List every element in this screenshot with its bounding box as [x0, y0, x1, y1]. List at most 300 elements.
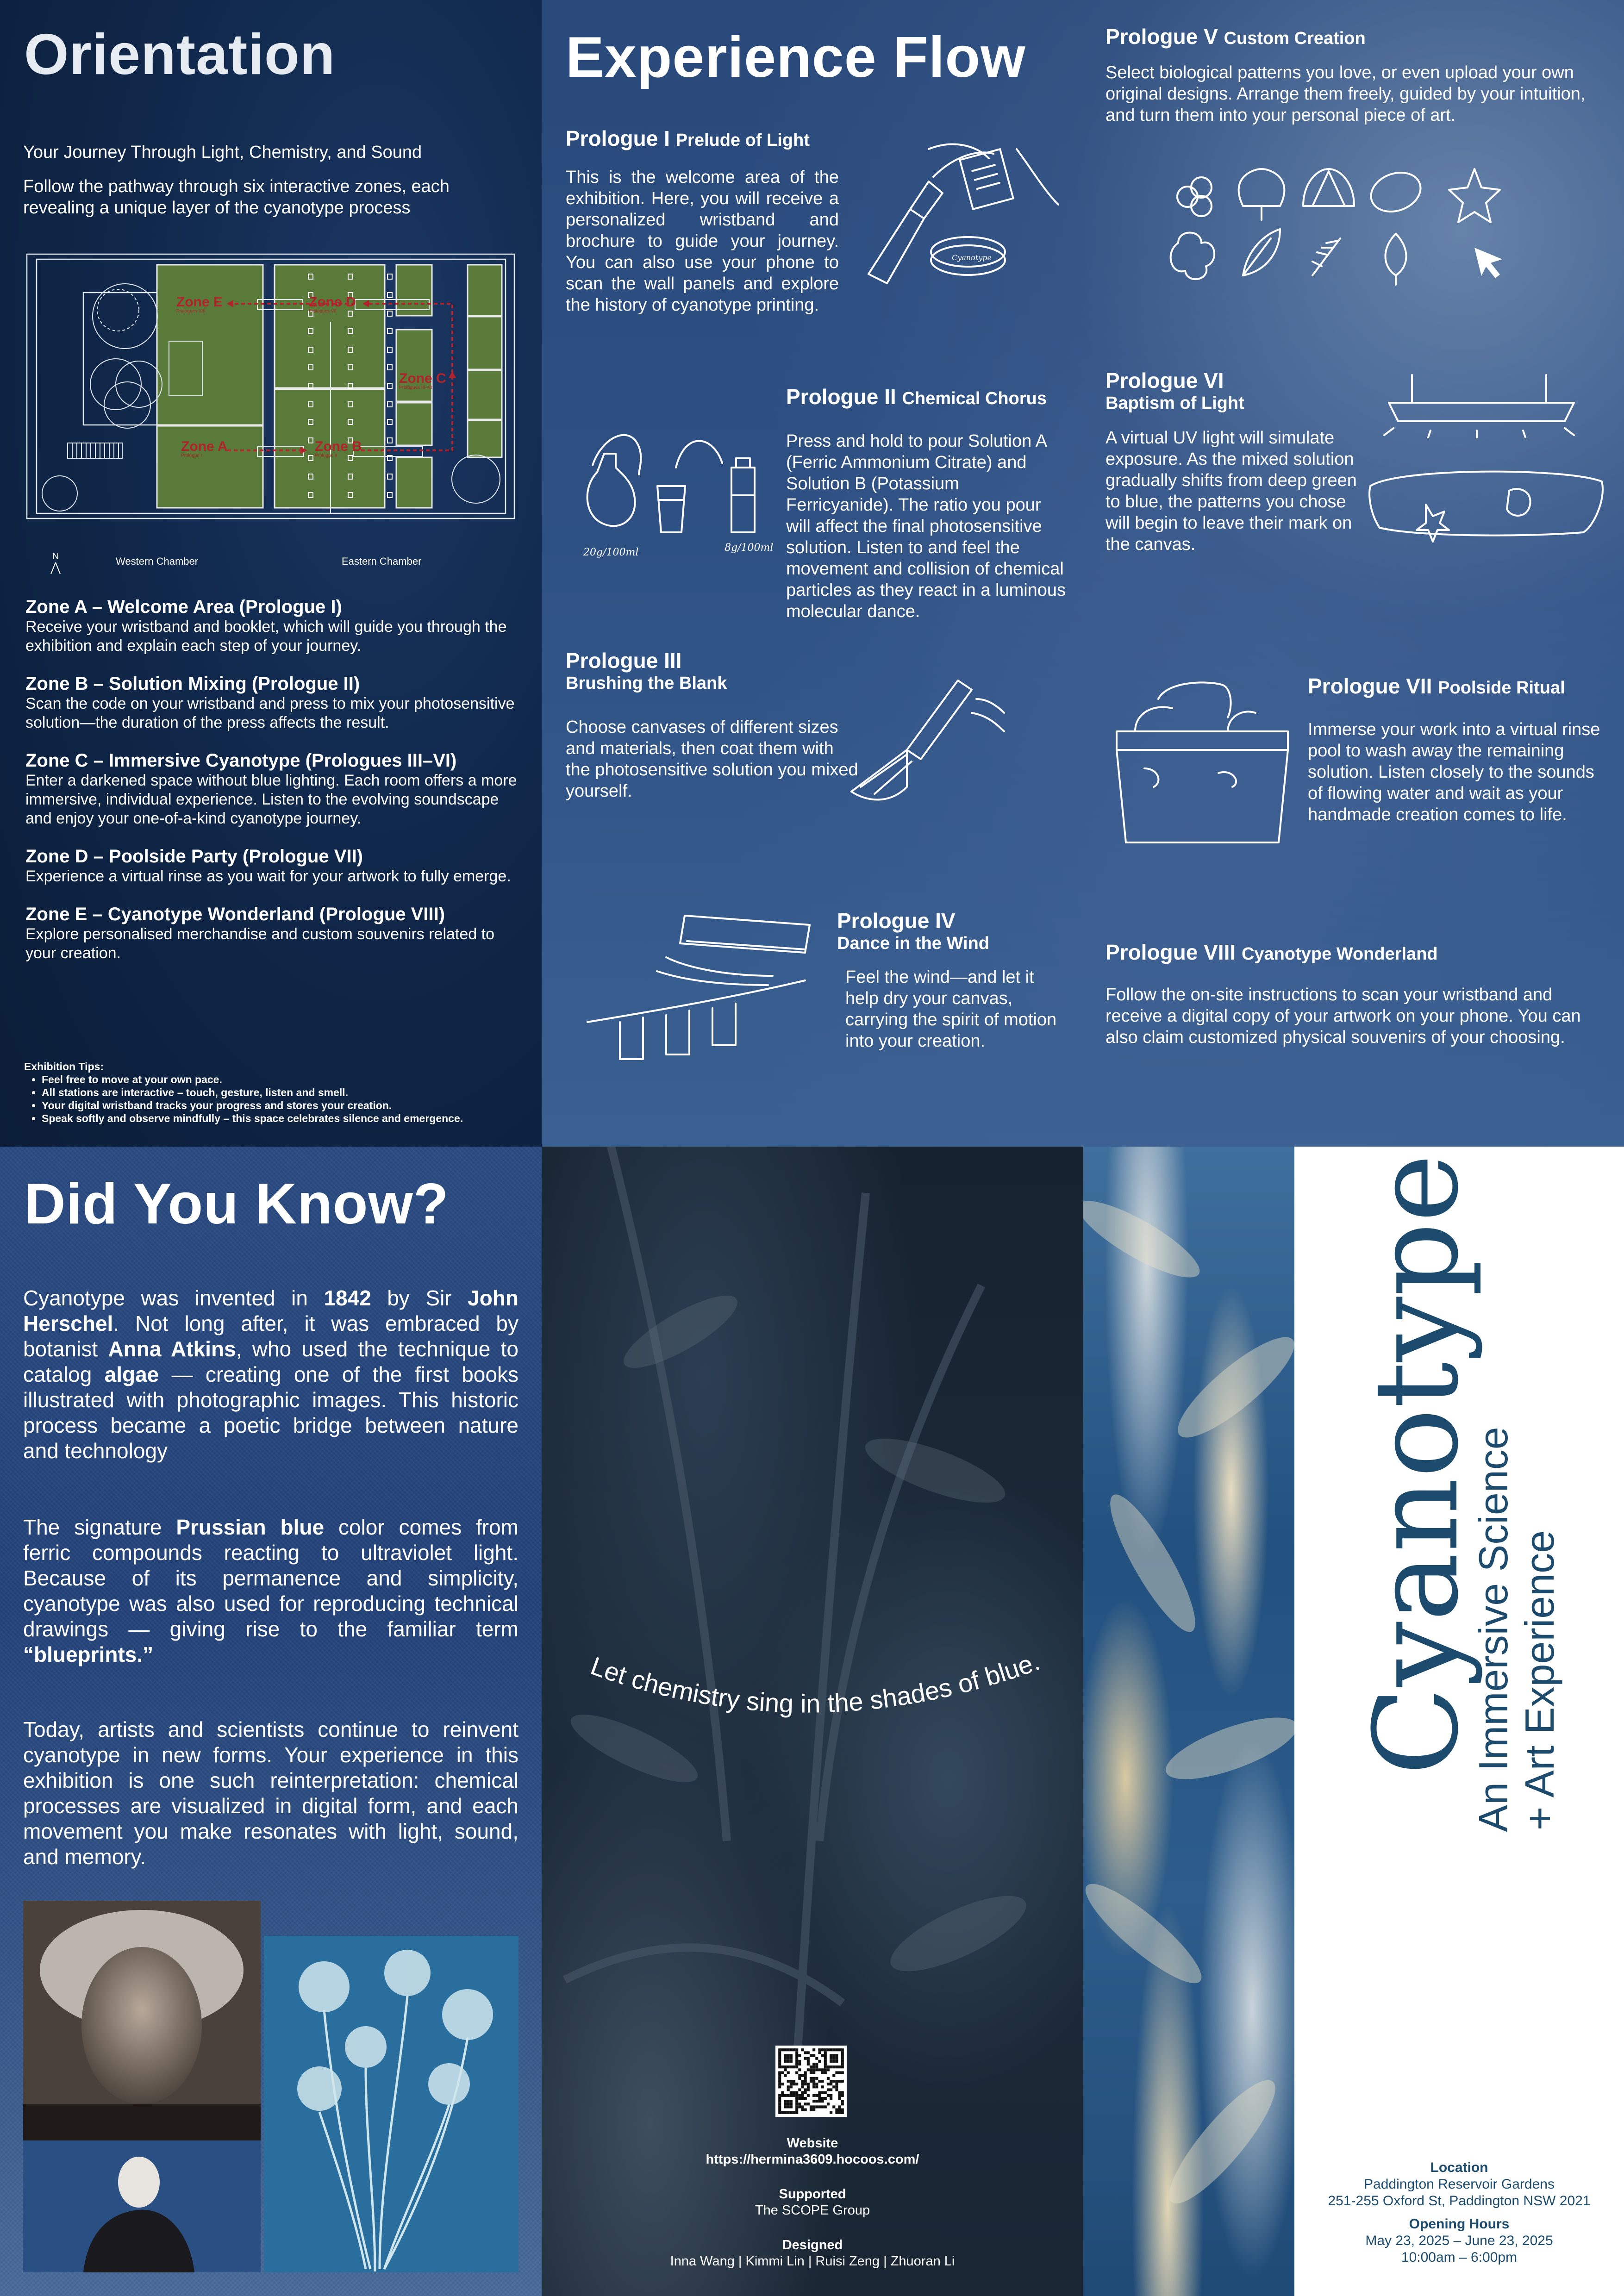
qr-module: [838, 2109, 841, 2111]
qr-module: [812, 2080, 815, 2083]
uv-light-sketch-icon: [1361, 370, 1611, 546]
qr-module: [821, 2100, 824, 2103]
bottle-b-label: 8g/100ml: [725, 542, 774, 554]
qr-module: [778, 2071, 781, 2074]
qr-module: [838, 2105, 841, 2108]
location-label: Location: [1430, 2160, 1488, 2175]
qr-module: [804, 2088, 807, 2091]
qr-module: [821, 2085, 824, 2088]
qr-module: [815, 2068, 818, 2071]
anna-atkins-portrait: [23, 2140, 261, 2272]
zone-b-label: Zone B: [315, 439, 362, 454]
qr-module: [804, 2074, 807, 2077]
qr-module: [790, 2060, 793, 2063]
qr-module: [787, 2080, 790, 2083]
qr-module: [812, 2071, 815, 2074]
qr-module: [798, 2103, 801, 2105]
floor-plan-map: [23, 250, 523, 574]
qr-module: [821, 2068, 824, 2071]
qr-module: [832, 2105, 835, 2108]
rinse-pool-sketch-icon: [1107, 667, 1297, 852]
did-you-know-paragraph: [23, 1717, 518, 1870]
qr-module: [818, 2060, 821, 2063]
qr-module: [790, 2085, 793, 2088]
room-zone-c-4: [396, 457, 432, 508]
prologue-number: Prologue VII: [1308, 674, 1432, 698]
tip-item: • All stations are interactive – touch, gesture, listen and smell.: [42, 1086, 533, 1099]
qr-module: [801, 2080, 804, 2083]
room-east-4: [468, 420, 502, 457]
qr-module: [807, 2057, 810, 2060]
prologue-name: Chemical Chorus: [902, 389, 1047, 408]
experience-flow-panel: [542, 0, 1624, 1147]
qr-code[interactable]: [775, 2046, 847, 2117]
qr-module: [838, 2065, 841, 2068]
qr-module: [815, 2085, 818, 2088]
credits: [542, 2135, 1083, 2270]
qr-module: [810, 2105, 812, 2108]
qr-module: [778, 2063, 781, 2065]
prologue-name: Brushing the Blank: [566, 674, 727, 693]
prologue-name: Cyanotype Wonderland: [1241, 944, 1438, 964]
paragraph-text: . Not long after, it was embraced by botanist: [23, 1311, 518, 1361]
qr-module: [793, 2111, 795, 2114]
qr-module: [801, 2105, 804, 2108]
qr-module: [815, 2094, 818, 2097]
cover-subtitle-1: An Immersive Science: [1470, 1427, 1516, 1832]
qr-module: [804, 2071, 807, 2074]
qr-module: [832, 2048, 835, 2051]
qr-module: [818, 2048, 821, 2051]
qr-module: [790, 2103, 793, 2105]
qr-module: [778, 2048, 781, 2051]
pillar-icon: [387, 438, 392, 443]
qr-module: [781, 2094, 784, 2097]
room-zone-d: [275, 265, 385, 388]
qr-module: [801, 2109, 804, 2111]
qr-module: [795, 2111, 798, 2114]
highlighted-term: Prussian blue: [176, 1515, 325, 1539]
qr-module: [832, 2057, 835, 2060]
john-herschel-portrait: [23, 1901, 261, 2140]
qr-module: [835, 2109, 838, 2111]
qr-module: [810, 2071, 812, 2074]
qr-module: [838, 2094, 841, 2097]
qr-module: [827, 2065, 830, 2068]
qr-module: [821, 2091, 824, 2094]
qr-module: [795, 2091, 798, 2094]
qr-module: [812, 2065, 815, 2068]
qr-module: [787, 2100, 790, 2103]
opening-hours-label: Opening Hours: [1409, 2216, 1510, 2232]
qr-module: [801, 2074, 804, 2077]
qr-module: [798, 2105, 801, 2108]
qr-module: [810, 2054, 812, 2057]
zone-a-label: Zone A: [181, 439, 228, 454]
qr-module: [798, 2068, 801, 2071]
qr-module: [787, 2085, 790, 2088]
prologue-text: Press and hold to pour Solution A (Ferric Ammonium Citrate) and Solution B (Potassium Ferricyanide). The ratio you pour will affect the final photosensitive solution. Listen to and feel the movement and collision of chemical particles as they react in a luminous molecular dance.: [786, 431, 1066, 621]
chemical-bottles-sketch-icon: [579, 421, 778, 560]
qr-module: [838, 2097, 841, 2100]
prologue-2: [786, 384, 1068, 622]
qr-module: [807, 2085, 810, 2088]
qr-module: [804, 2091, 807, 2094]
qr-module: [795, 2054, 798, 2057]
zone-title: Zone E – Cyanotype Wonderland (Prologue VIII): [25, 904, 445, 924]
pillar-icon: [387, 402, 392, 407]
prologue-number: Prologue III: [566, 649, 682, 673]
qr-module: [790, 2048, 793, 2051]
website-label: Website: [787, 2136, 838, 2151]
highlighted-term: algae: [104, 1362, 159, 1386]
qr-module: [795, 2105, 798, 2108]
qr-module: [841, 2054, 844, 2057]
zone-description: Experience a virtual rinse as you wait for your artwork to fully emerge.: [25, 867, 511, 885]
quote-text: Let chemistry sing in the shades of blue.: [587, 1646, 1043, 1718]
qr-module: [841, 2051, 844, 2054]
qr-module: [812, 2100, 815, 2103]
tree-icon: [116, 361, 162, 407]
prologue-text: Immerse your work into a virtual rinse pool to wash away the remaining solution. Listen closely to the sounds of flowing water and wait as your handmade creation comes to life.: [1308, 720, 1600, 824]
qr-module: [818, 2080, 821, 2083]
qr-module: [795, 2094, 798, 2097]
paragraph-text: The signature: [23, 1515, 176, 1539]
qr-module: [778, 2074, 781, 2077]
qr-module: [778, 2109, 781, 2111]
qr-module: [830, 2111, 832, 2114]
pillar-icon: [387, 311, 392, 316]
prologue-name: Dance in the Wind: [837, 934, 990, 953]
qr-module: [778, 2051, 781, 2054]
room-zone-a: [157, 426, 263, 508]
qr-module: [798, 2097, 801, 2100]
qr-module: [835, 2057, 838, 2060]
exhibition-tips: [24, 1060, 533, 1125]
qr-module: [818, 2097, 821, 2100]
qr-module: [801, 2097, 804, 2100]
qr-module: [790, 2083, 793, 2085]
qr-module: [778, 2080, 781, 2083]
qr-module: [795, 2083, 798, 2085]
qr-module: [801, 2085, 804, 2088]
room-zone-c-2: [396, 330, 432, 401]
prologue-text: A virtual UV light will simulate exposure. As the mixed solution gradually shifts from deep green to blue, the patterns you chose will begin to leave their mark on the canvas.: [1106, 428, 1357, 554]
qr-module: [841, 2071, 844, 2074]
pillar-icon: [387, 493, 392, 498]
did-you-know-paragraph: [23, 1515, 518, 1667]
qr-module: [807, 2063, 810, 2065]
designers: Inna Wang | Kimmi Lin | Ruisi Zeng | Zhuoran Li: [670, 2254, 955, 2269]
map-inner-wall: [37, 259, 506, 513]
zone-c-label: Zone C: [399, 371, 446, 386]
qr-module: [781, 2071, 784, 2074]
qr-module: [841, 2111, 844, 2114]
qr-module: [835, 2083, 838, 2085]
arrow-icon: [449, 371, 456, 378]
paragraph-text: Today, artists and scientists continue to reinvent cyanotype in new forms. Your experience in this exhibition is one such reinterpretation: chemical processes are visualized in digital form, and each movement you make resonates with light, sound, and memory.: [23, 1717, 518, 1869]
qr-module: [784, 2100, 787, 2103]
qr-module: [830, 2083, 832, 2085]
qr-module: [838, 2071, 841, 2074]
paragraph-text: — creating one of the first books illustrated with photographic images. This historic process became a poetic bridge between nature and technology: [23, 1362, 518, 1463]
qr-module: [787, 2094, 790, 2097]
ginkgo-icon: [1239, 169, 1285, 220]
qr-module: [835, 2071, 838, 2074]
qr-module: [824, 2105, 827, 2108]
qr-module: [827, 2068, 830, 2071]
venue: Paddington Reservoir Gardens: [1364, 2177, 1555, 2192]
qr-module: [824, 2071, 827, 2074]
qr-module: [815, 2100, 818, 2103]
zone-title: Zone D – Poolside Party (Prologue VII): [25, 846, 363, 867]
qr-module: [804, 2103, 807, 2105]
qr-module: [841, 2100, 844, 2103]
qr-module: [812, 2077, 815, 2080]
qr-module: [801, 2048, 804, 2051]
qr-module: [835, 2054, 838, 2057]
zone-c-sub: Prologues III–VI: [399, 385, 432, 390]
cover-info: [1294, 2159, 1624, 2266]
biological-patterns-icons: [1164, 160, 1516, 287]
qr-module: [821, 2097, 824, 2100]
qr-module: [824, 2063, 827, 2065]
qr-module: [784, 2054, 787, 2057]
qr-module: [787, 2060, 790, 2063]
orientation-panel: [0, 0, 542, 1147]
qr-module: [830, 2097, 832, 2100]
zone-d-sub: Prologues VII: [309, 309, 337, 314]
prologue-text: Choose canvases of different sizes and materials, then coat them with the photosensitive solution you mixed yourself.: [566, 718, 858, 801]
experience-flow-title: Experience Flow: [566, 25, 1026, 89]
qr-module: [821, 2080, 824, 2083]
qr-module: [832, 2074, 835, 2077]
prologue-number: Prologue I: [566, 126, 670, 150]
qr-module: [781, 2065, 784, 2068]
qr-module: [841, 2094, 844, 2097]
qr-module: [841, 2065, 844, 2068]
qr-module: [832, 2065, 835, 2068]
qr-module: [832, 2054, 835, 2057]
qr-module: [830, 2094, 832, 2097]
qr-module: [784, 2103, 787, 2105]
qr-module: [778, 2103, 781, 2105]
qr-module: [778, 2065, 781, 2068]
prologue-name: Poolside Ritual: [1438, 678, 1565, 698]
shell-icon: [1303, 169, 1354, 206]
qr-module: [827, 2088, 830, 2091]
prologue-number: Prologue V: [1106, 25, 1218, 49]
did-you-know-paragraph: [23, 1285, 518, 1464]
paragraph-text: , who used the technique to catalog: [23, 1337, 518, 1386]
qr-module: [812, 2094, 815, 2097]
qr-module: [784, 2065, 787, 2068]
qr-module: [824, 2091, 827, 2094]
qr-module: [778, 2094, 781, 2097]
brush-sketch-icon: [842, 671, 1009, 810]
qr-module: [815, 2057, 818, 2060]
zone-item-e: [25, 904, 521, 963]
qr-module: [815, 2105, 818, 2108]
air-conditioner-sketch-icon: [583, 906, 824, 1087]
qr-module: [810, 2068, 812, 2071]
qr-module: [841, 2063, 844, 2065]
prologue-text: Select biological patterns you love, or even upload your own original designs. Arrange them freely, guided by your intuition, and turn them into your personal piece of art.: [1106, 63, 1586, 125]
prologue-name: Custom Creation: [1224, 29, 1366, 48]
opening-hours: 10:00am – 6:00pm: [1401, 2250, 1518, 2265]
opening-dates: May 23, 2025 – June 23, 2025: [1365, 2233, 1553, 2248]
qr-module: [787, 2048, 790, 2051]
paragraph-text: Cyanotype was invented in: [23, 1286, 324, 1310]
qr-module: [818, 2068, 821, 2071]
qr-module: [798, 2077, 801, 2080]
qr-module: [793, 2094, 795, 2097]
did-you-know-title: Did You Know?: [24, 1172, 449, 1236]
website-link[interactable]: https://hermina3609.hocoos.com/: [706, 2152, 919, 2167]
pansy-icon: [1171, 233, 1214, 280]
qr-module: [784, 2048, 787, 2051]
qr-module: [795, 2051, 798, 2054]
map-outer-wall: [27, 254, 514, 518]
north-label: N: [52, 551, 59, 562]
pillar-icon: [387, 474, 392, 479]
qr-module: [815, 2065, 818, 2068]
qr-module: [790, 2111, 793, 2114]
qr-module: [793, 2083, 795, 2085]
qr-module: [824, 2065, 827, 2068]
qr-module: [818, 2094, 821, 2097]
qr-module: [830, 2048, 832, 2051]
qr-module: [798, 2060, 801, 2063]
qr-module: [778, 2057, 781, 2060]
highlighted-term: Anna Atkins: [108, 1337, 236, 1361]
highlighted-term: 1842: [324, 1286, 371, 1310]
zone-description: Enter a darkened space without blue lighting. Each room offers a more immersive, individual experience. Listen to the evolving soundscape and enjoy your one-of-a-kind cyanotype journey.: [25, 772, 517, 827]
qr-module: [812, 2083, 815, 2085]
room-east-1: [468, 265, 502, 316]
qr-module: [835, 2080, 838, 2083]
zone-title: Zone B – Solution Mixing (Prologue II): [25, 674, 360, 694]
prologue-1: [566, 126, 839, 316]
qr-module: [795, 2103, 798, 2105]
tree-icon: [104, 382, 150, 428]
qr-module: [812, 2085, 815, 2088]
did-you-know-panel: [0, 1147, 542, 2296]
leaf-icon: [1243, 229, 1280, 275]
qr-module: [818, 2100, 821, 2103]
qr-module: [824, 2051, 827, 2054]
qr-module: [784, 2105, 787, 2108]
north-arrow-icon: [51, 562, 60, 574]
qr-module: [807, 2094, 810, 2097]
qr-module: [812, 2109, 815, 2111]
flower-icon: [1177, 177, 1212, 216]
qr-module: [795, 2109, 798, 2111]
qr-module: [790, 2057, 793, 2060]
room-zone-c-1: [396, 265, 432, 316]
qr-module: [787, 2088, 790, 2091]
cover-subtitle-2: + Art Experience: [1517, 1530, 1562, 1831]
qr-module: [841, 2109, 844, 2111]
qr-module: [778, 2054, 781, 2057]
qr-module: [830, 2060, 832, 2063]
qr-module: [790, 2080, 793, 2083]
qr-module: [793, 2091, 795, 2094]
zone-title: Zone C – Immersive Cyanotype (Prologues III–VI): [25, 750, 457, 771]
qr-module: [824, 2048, 827, 2051]
qr-module: [838, 2111, 841, 2114]
qr-module: [795, 2057, 798, 2060]
qr-module: [818, 2091, 821, 2094]
room-zone-c-3: [396, 403, 432, 445]
zone-description: Receive your wristband and booklet, which will guide you through the exhibition and explain each step of your journey.: [25, 618, 507, 655]
qr-module: [821, 2071, 824, 2074]
qr-module: [784, 2074, 787, 2077]
qr-module: [838, 2048, 841, 2051]
qr-module: [821, 2048, 824, 2051]
qr-module: [830, 2065, 832, 2068]
qr-module: [784, 2068, 787, 2071]
qr-module: [818, 2105, 821, 2108]
qr-module: [807, 2068, 810, 2071]
starfish-icon: [1449, 169, 1500, 222]
qr-module: [790, 2054, 793, 2057]
qr-module: [781, 2111, 784, 2114]
qr-module: [841, 2057, 844, 2060]
qr-module: [815, 2083, 818, 2085]
qr-module: [795, 2063, 798, 2065]
leaf-cyanotype-image: [1083, 1147, 1294, 2296]
zone-item-c: [25, 750, 521, 828]
qr-module: [807, 2051, 810, 2054]
tulip-icon: [1386, 234, 1406, 285]
qr-module: [804, 2080, 807, 2083]
pillar-icon: [387, 383, 392, 388]
pillar-icon: [387, 365, 392, 370]
orientation-subtitle: Your Journey Through Light, Chemistry, and Sound: [23, 143, 422, 162]
pillar-icon: [387, 329, 392, 334]
qr-module: [824, 2060, 827, 2063]
qr-module: [807, 2103, 810, 2105]
qr-module: [818, 2051, 821, 2054]
qr-module: [778, 2111, 781, 2114]
qr-module: [827, 2083, 830, 2085]
qr-module: [827, 2077, 830, 2080]
prologue-number: Prologue IV: [837, 909, 956, 933]
qr-module: [810, 2080, 812, 2083]
qr-module: [787, 2065, 790, 2068]
qr-module: [787, 2103, 790, 2105]
qr-module: [787, 2105, 790, 2108]
qr-module: [824, 2057, 827, 2060]
qr-module: [807, 2060, 810, 2063]
qr-module: [795, 2060, 798, 2063]
qr-module: [804, 2051, 807, 2054]
qr-module: [835, 2111, 838, 2114]
qr-module: [790, 2094, 793, 2097]
qr-module: [790, 2091, 793, 2094]
qr-module: [804, 2077, 807, 2080]
qr-module: [841, 2048, 844, 2051]
tree-icon: [42, 476, 77, 511]
qr-module: [841, 2060, 844, 2063]
qr-module: [795, 2071, 798, 2074]
fern-icon: [1312, 238, 1340, 275]
qr-module: [798, 2094, 801, 2097]
qr-module: [784, 2111, 787, 2114]
qr-module: [835, 2088, 838, 2091]
qr-module: [827, 2103, 830, 2105]
